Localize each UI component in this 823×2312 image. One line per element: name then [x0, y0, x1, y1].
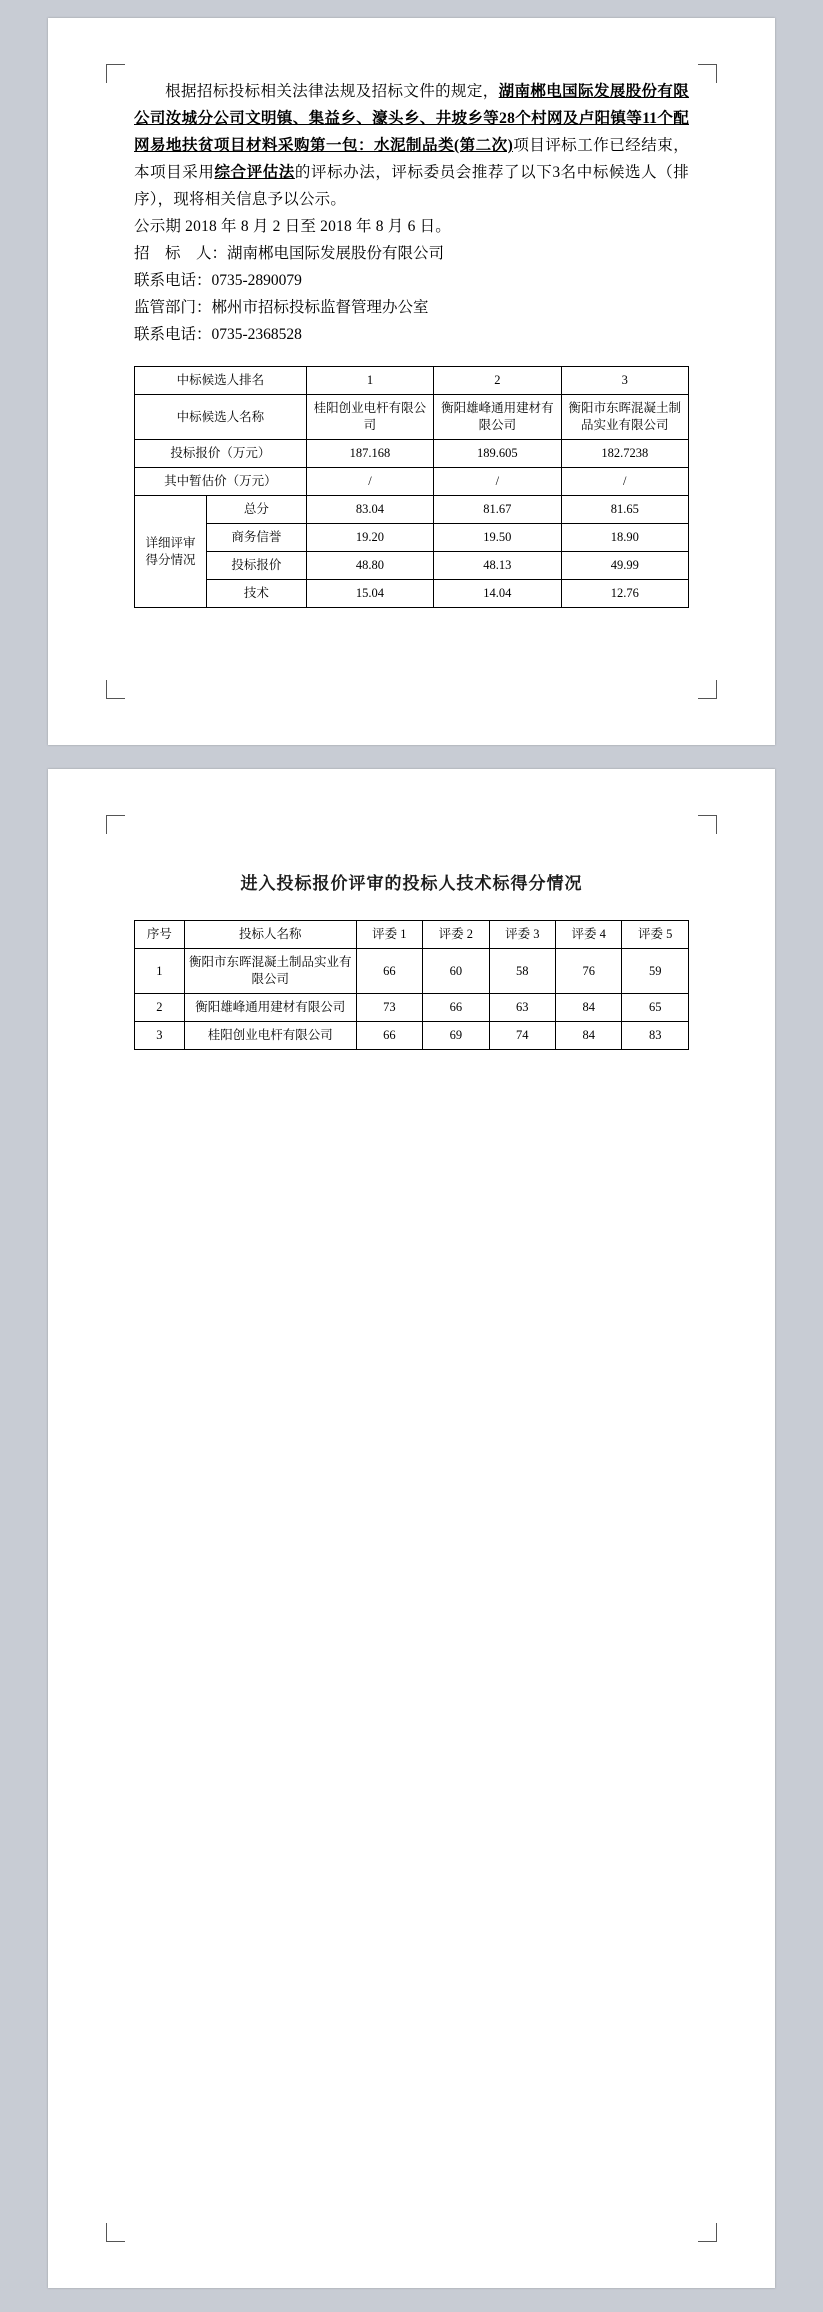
cell-score-j4: 84: [556, 994, 622, 1022]
info-label-tenderee: 招 标 人：: [134, 245, 228, 262]
cell-detail-0-3: 81.65: [561, 496, 688, 524]
info-value-tenderee-phone: 0735-2890079: [211, 272, 302, 289]
header-judge-4: 评委 4: [556, 921, 622, 949]
cell-detail-2-1: 48.80: [306, 552, 433, 580]
crop-mark-top-left: [106, 815, 125, 834]
page-title: 进入投标报价评审的投标人技术标得分情况: [240, 874, 583, 893]
table-row: [135, 994, 689, 1022]
cell-name-3: 衡阳市东晖混凝土制品实业有限公司: [561, 395, 688, 440]
cell-detail-2-3: 49.99: [561, 552, 688, 580]
cell-detail-3-3: 12.76: [561, 580, 688, 608]
table-row-bid: [135, 440, 689, 468]
document-page-1: [48, 18, 775, 745]
cell-detail-1-1: 19.20: [306, 524, 433, 552]
cell-bid-1: 187.168: [306, 440, 433, 468]
cell-score-j1: 66: [356, 1022, 422, 1050]
info-row-tenderee-phone: [134, 267, 689, 294]
info-label-supervisor: 监管部门：: [134, 299, 212, 316]
cell-detail-label: [135, 496, 207, 608]
crop-mark-top-right: [698, 815, 717, 834]
publicity-period-line: 公示期 2018 年 8 月 2 日至 2018 年 8 月 6 日。: [134, 218, 452, 235]
cell-name-1: 桂阳创业电杆有限公司: [306, 395, 433, 440]
cell-score-j4: 84: [556, 1022, 622, 1050]
table-row-technical: [135, 580, 689, 608]
candidates-table: [134, 366, 689, 608]
info-value-supervisor: 郴州市招标投标监督管理办公室: [211, 299, 429, 316]
cell-seq: 3: [135, 1022, 185, 1050]
cell-detail-2-2: 48.13: [434, 552, 561, 580]
crop-mark-top-left: [106, 64, 125, 83]
cell-detail-0-1: 83.04: [306, 496, 433, 524]
cell-score-j3: 58: [489, 949, 555, 994]
page-2-content: [134, 869, 689, 1050]
cell-bidder-name: 衡阳市东晖混凝土制品实业有限公司: [184, 949, 356, 994]
info-row-supervisor: [134, 294, 689, 321]
cell-provisional-2: /: [434, 468, 561, 496]
document-page-2: [48, 769, 775, 2288]
cell-score-j2: 66: [423, 994, 489, 1022]
info-value-tenderee: 湖南郴电国际发展股份有限公司: [227, 245, 445, 262]
cell-score-j5: 83: [622, 1022, 689, 1050]
crop-mark-bottom-left: [106, 680, 125, 699]
cell-bid-2: 189.605: [434, 440, 561, 468]
cell-score-j1: 73: [356, 994, 422, 1022]
header-seq: 序号: [135, 921, 185, 949]
paragraph-segment-3: 项目评标工作已经结束，本项目采用: [134, 137, 690, 181]
crop-mark-bottom-right: [698, 680, 717, 699]
info-label-supervisor-phone: 联系电话：: [134, 326, 212, 343]
cell-provisional-1: /: [306, 468, 433, 496]
paragraph-segment-1: 根据招标投标相关法律法规及招标文件的规定，: [165, 83, 499, 100]
cell-rank-3: 3: [561, 367, 688, 395]
detail-label-line-1: 详细评审: [145, 535, 196, 550]
paragraph-segment-5: 的评标办法，评标委员会推荐了以下3名中标候选人（排序），现将相关信息予以公示。: [134, 164, 689, 208]
header-bidder-name: 投标人名称: [184, 921, 356, 949]
cell-bid-3: 182.7238: [561, 440, 688, 468]
crop-mark-top-right: [698, 64, 717, 83]
detail-label-line-2: 得分情况: [145, 552, 196, 567]
cell-detail-3-1: 15.04: [306, 580, 433, 608]
cell-score-j1: 66: [356, 949, 422, 994]
cell-score-j2: 69: [423, 1022, 489, 1050]
cell-name-2: 衡阳雄峰通用建材有限公司: [434, 395, 561, 440]
cell-score-j5: 65: [622, 994, 689, 1022]
table-row: [135, 1022, 689, 1050]
project-name-emphasis: 湖南郴电国际发展股份有限公司汝城分公司文明镇、集益乡、濠头乡、井坡乡等28个村网及卢阳镇等11个配网易地扶贫项目材料采购第一包：水泥制品类(第二次): [134, 83, 690, 154]
cell-detail-1-2: 19.50: [434, 524, 561, 552]
info-label-tenderee-phone: 联系电话：: [134, 272, 212, 289]
cell-name-label: 中标候选人名称: [135, 395, 307, 440]
announcement-paragraph: [134, 78, 689, 213]
cell-score-j5: 59: [622, 949, 689, 994]
cell-detail-row-label-1: 商务信誉: [207, 524, 307, 552]
technical-scores-table: [134, 920, 689, 1050]
header-judge-3: 评委 3: [489, 921, 555, 949]
header-judge-2: 评委 2: [423, 921, 489, 949]
document-viewer: [0, 18, 823, 2312]
cell-detail-0-2: 81.67: [434, 496, 561, 524]
cell-score-j4: 76: [556, 949, 622, 994]
table-row-provisional: [135, 468, 689, 496]
table-header-row: [135, 921, 689, 949]
cell-rank-label: 中标候选人排名: [135, 367, 307, 395]
table-row-name: [135, 395, 689, 440]
crop-mark-bottom-left: [106, 2223, 125, 2242]
cell-detail-1-3: 18.90: [561, 524, 688, 552]
table-row: [135, 949, 689, 994]
page-1-content: [134, 78, 689, 608]
cell-detail-row-label-0: 总分: [207, 496, 307, 524]
cell-bidder-name: 衡阳雄峰通用建材有限公司: [184, 994, 356, 1022]
info-value-supervisor-phone: 0735-2368528: [211, 326, 302, 343]
cell-bidder-name: 桂阳创业电杆有限公司: [184, 1022, 356, 1050]
cell-rank-1: 1: [306, 367, 433, 395]
table-row-rank: [135, 367, 689, 395]
cell-detail-row-label-2: 投标报价: [207, 552, 307, 580]
cell-score-j3: 63: [489, 994, 555, 1022]
cell-detail-row-label-3: 技术: [207, 580, 307, 608]
info-row-supervisor-phone: [134, 321, 689, 348]
cell-seq: 1: [135, 949, 185, 994]
info-row-tenderee: [134, 240, 689, 267]
header-judge-5: 评委 5: [622, 921, 689, 949]
cell-score-j2: 60: [423, 949, 489, 994]
table-row-price: [135, 552, 689, 580]
cell-provisional-3: /: [561, 468, 688, 496]
crop-mark-bottom-right: [698, 2223, 717, 2242]
cell-score-j3: 74: [489, 1022, 555, 1050]
table-row-total: [135, 496, 689, 524]
cell-rank-2: 2: [434, 367, 561, 395]
header-judge-1: 评委 1: [356, 921, 422, 949]
cell-detail-3-2: 14.04: [434, 580, 561, 608]
evaluation-method-emphasis: 综合评估法: [214, 164, 295, 181]
cell-bid-label: 投标报价（万元）: [135, 440, 307, 468]
cell-provisional-label: 其中暂估价（万元）: [135, 468, 307, 496]
cell-seq: 2: [135, 994, 185, 1022]
table-row-business: [135, 524, 689, 552]
